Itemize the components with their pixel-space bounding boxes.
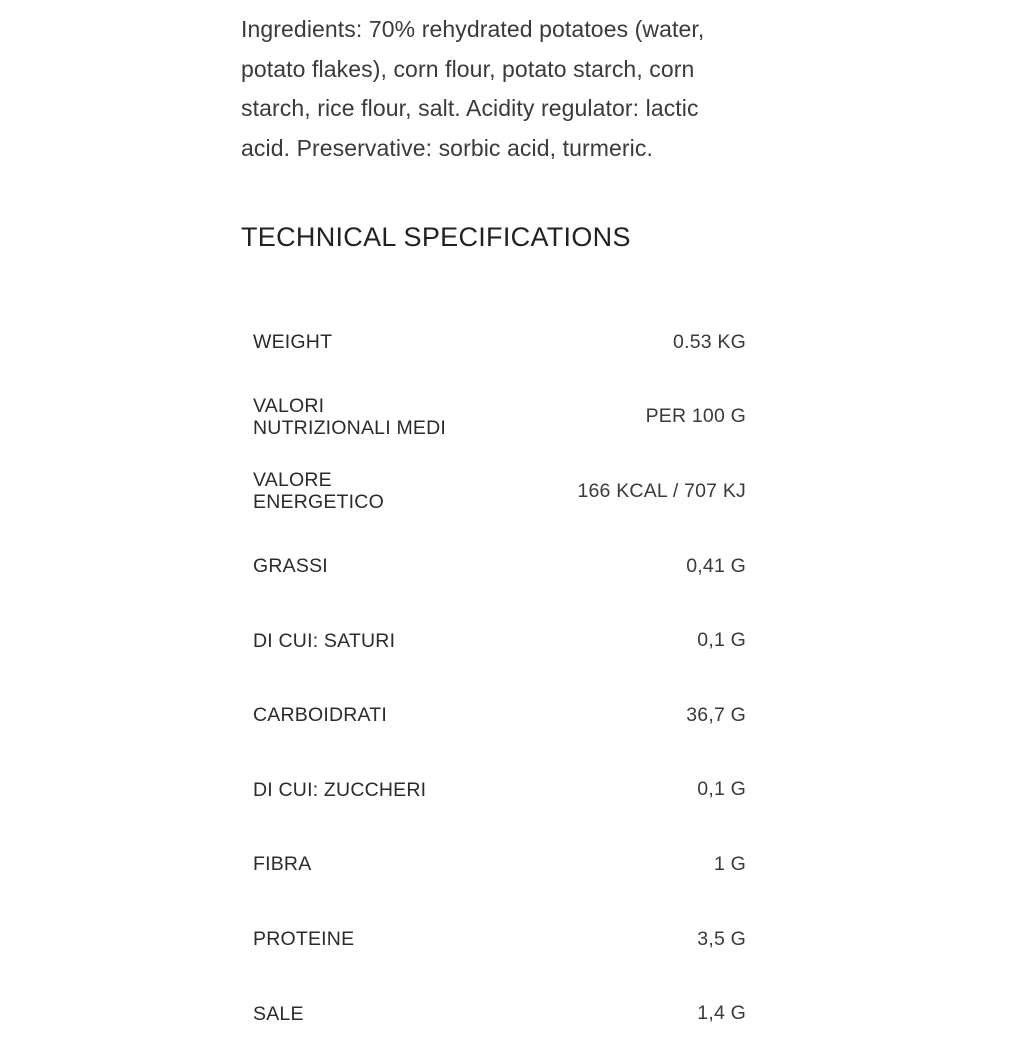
spec-label: GRASSI [253, 555, 328, 578]
spec-value: 166 KCAL / 707 KJ [577, 479, 746, 502]
spec-label: CARBOIDRATI [253, 704, 388, 727]
spec-row-proteine [241, 902, 749, 977]
spec-label: DI CUI: ZUCCHERI [253, 778, 427, 801]
spec-row-valori-nutrizionali [241, 380, 749, 455]
spec-row-fibra [241, 827, 749, 902]
specs-table [241, 305, 749, 1051]
spec-value: 0,1 G [697, 778, 746, 801]
spec-value: 0,1 G [697, 629, 746, 652]
spec-label: DI CUI: SATURI [253, 629, 396, 652]
spec-value: PER 100 G [645, 405, 746, 428]
spec-row-sale [241, 976, 749, 1051]
spec-value: 1,4 G [697, 1002, 746, 1025]
spec-value: 3,5 G [697, 927, 746, 950]
spec-label: FIBRA [253, 853, 312, 876]
spec-label: SALE [253, 1002, 304, 1025]
spec-row-carboidrati [241, 678, 749, 753]
product-details [241, 10, 749, 1051]
spec-label: WEIGHT [253, 331, 333, 354]
spec-value: 36,7 G [686, 703, 746, 726]
spec-value: 1 G [713, 852, 746, 875]
spec-row-valore-energetico [241, 454, 749, 529]
technical-specifications-heading: TECHNICAL SPECIFICATIONS [241, 222, 631, 252]
spec-row-zuccheri [241, 753, 749, 828]
spec-value: 0.53 KG [673, 330, 746, 353]
spec-row-saturi [241, 603, 749, 678]
spec-value: 0,41 G [686, 554, 746, 577]
spec-label: PROTEINE [253, 928, 355, 951]
spec-label: VALORE ENERGETICO [253, 469, 384, 514]
spec-label: VALORI NUTRIZIONALI MEDI [253, 394, 446, 439]
spec-row-weight [241, 305, 749, 380]
spec-row-grassi [241, 529, 749, 604]
ingredients-text: Ingredients: 70% rehydrated potatoes (water, potato flakes), corn flour, potato starch, corn starch, rice flour, salt. Acidity regulator: lactic acid. Preservative: sorbic acid, turmeric. [241, 16, 705, 161]
